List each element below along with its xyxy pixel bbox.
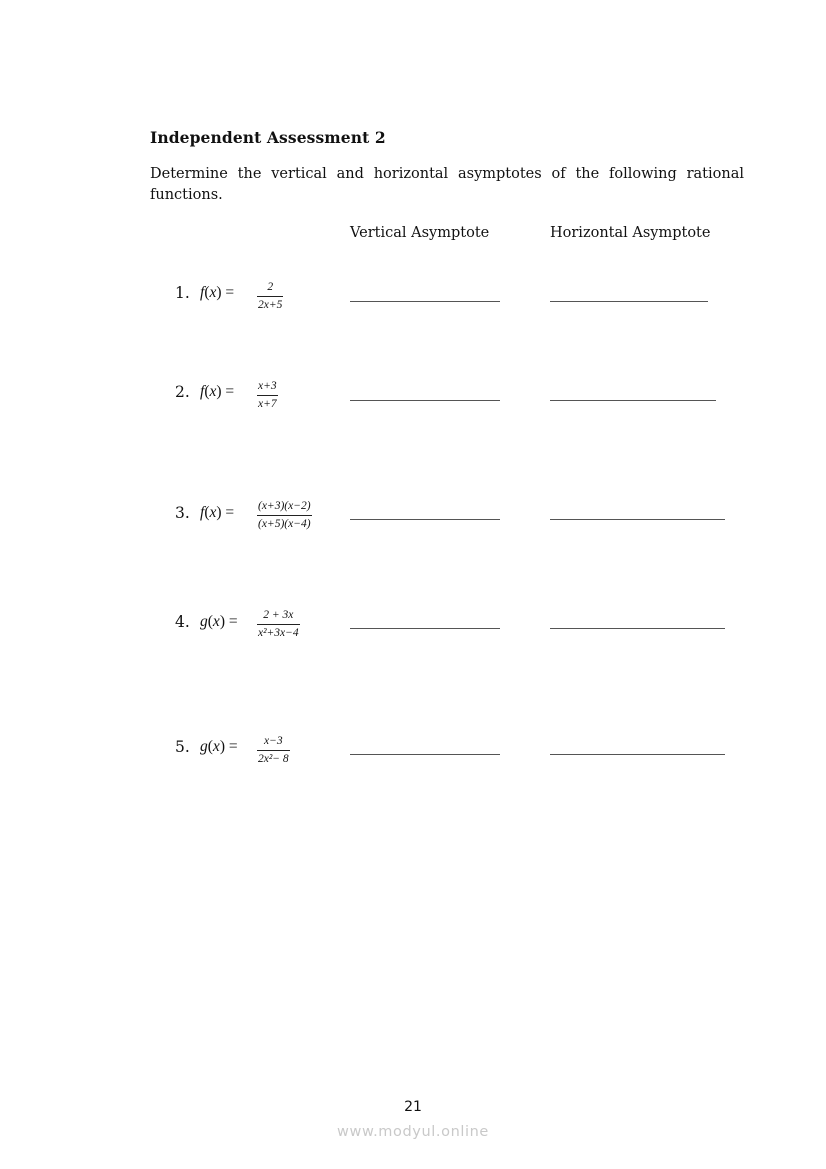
- vertical-asymptote-blank[interactable]: [350, 519, 500, 520]
- problem-3: [175, 499, 735, 539]
- column-header-vertical: Vertical Asymptote: [350, 225, 490, 241]
- problem-number: 3.: [175, 504, 190, 522]
- function-fraction: [257, 379, 278, 412]
- problem-2: [175, 379, 735, 419]
- instructions: Determine the vertical and horizontal asymptotes of the following rational functions.: [150, 166, 744, 203]
- vertical-asymptote-blank[interactable]: [350, 628, 500, 629]
- function-fraction: [257, 734, 290, 767]
- function-fraction: [257, 499, 312, 532]
- fraction-numerator: x−3: [264, 735, 283, 747]
- problem-1: [175, 280, 735, 320]
- function-fraction: [257, 608, 300, 641]
- fraction-denominator: 2x+5: [258, 299, 283, 311]
- problem-5: [175, 734, 735, 774]
- function-label: f(x) =: [200, 284, 235, 301]
- problem-number: 4.: [175, 613, 190, 631]
- horizontal-asymptote-blank[interactable]: [550, 400, 716, 401]
- fraction-denominator: (x+5)(x−4): [258, 518, 311, 530]
- fraction-denominator: x+7: [258, 398, 277, 410]
- vertical-asymptote-blank[interactable]: [350, 301, 500, 302]
- page-number: 21: [404, 1099, 422, 1115]
- function-label: g(x) =: [200, 738, 238, 755]
- assessment-title: Independent Assessment 2: [150, 128, 386, 147]
- function-label: f(x) =: [200, 383, 235, 400]
- problem-number: 5.: [175, 738, 190, 756]
- vertical-asymptote-blank[interactable]: [350, 754, 500, 755]
- horizontal-asymptote-blank[interactable]: [550, 754, 725, 755]
- fraction-denominator: 2x²− 8: [258, 753, 289, 765]
- horizontal-asymptote-blank[interactable]: [550, 519, 725, 520]
- vertical-asymptote-blank[interactable]: [350, 400, 500, 401]
- problem-number: 1.: [175, 284, 190, 302]
- fraction-numerator: (x+3)(x−2): [258, 500, 311, 512]
- horizontal-asymptote-blank[interactable]: [550, 301, 708, 302]
- column-header-horizontal: Horizontal Asymptote: [550, 225, 711, 241]
- problem-4: [175, 608, 735, 648]
- function-label: f(x) =: [200, 504, 235, 521]
- fraction-numerator: x+3: [258, 380, 277, 392]
- function-label: g(x) =: [200, 613, 238, 630]
- fraction-numerator: 2: [267, 281, 274, 293]
- watermark: www.modyul.online: [337, 1124, 489, 1140]
- function-fraction: [257, 280, 283, 313]
- problem-number: 2.: [175, 383, 190, 401]
- horizontal-asymptote-blank[interactable]: [550, 628, 725, 629]
- fraction-denominator: x²+3x−4: [258, 627, 299, 639]
- fraction-numerator: 2 + 3x: [263, 609, 294, 621]
